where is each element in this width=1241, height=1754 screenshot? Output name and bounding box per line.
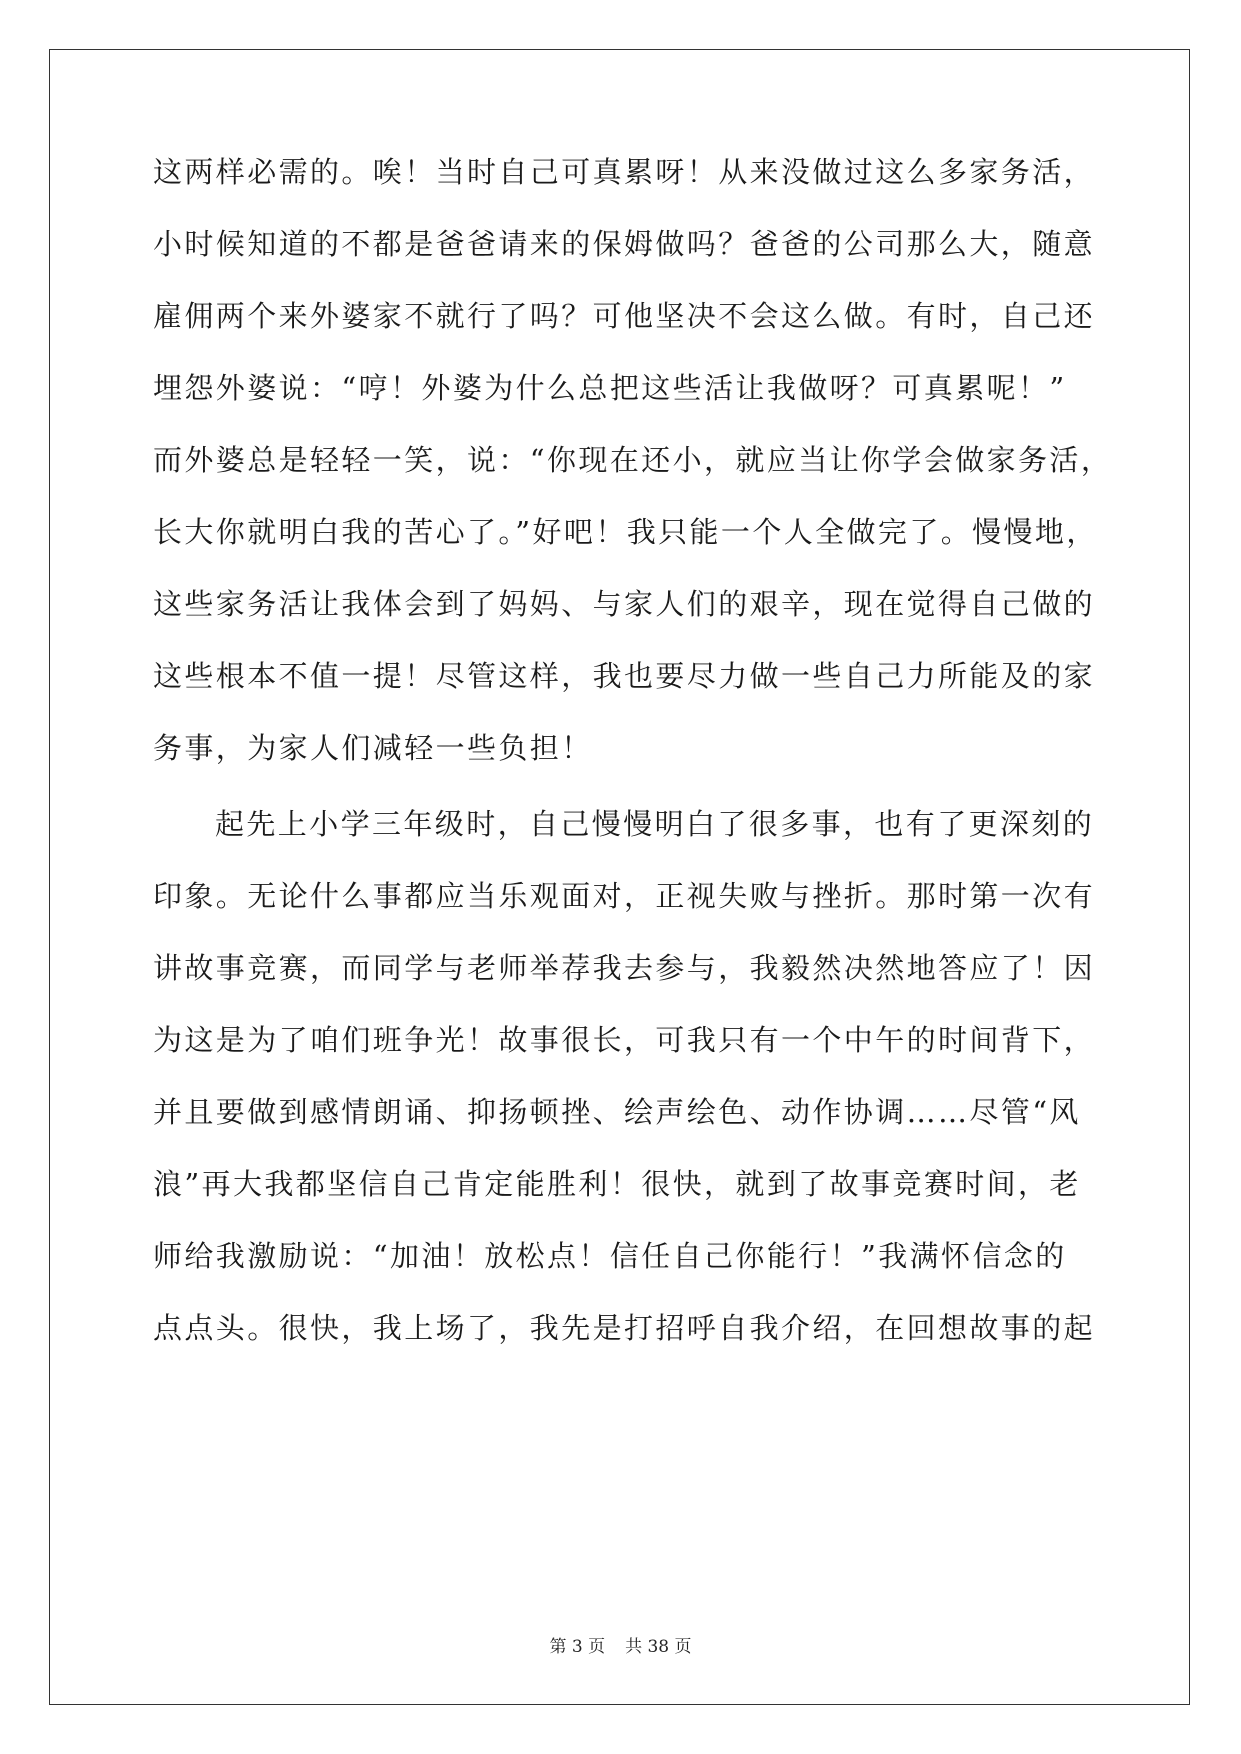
text-line: 而外婆总是轻轻一笑，说：“你现在还小，就应当让你学会做家务活， (153, 443, 1113, 477)
text-line: 并且要做到感情朗诵、抑扬顿挫、绘声绘色、动作协调……尽管“风 (153, 1095, 1081, 1129)
paragraph-first-line: 起先上小学三年级时，自己慢慢明白了很多事，也有了更深刻的 (215, 807, 1095, 841)
text-line: 这两样必需的。唉！当时自己可真累呀！从来没做过这么多家务活， (153, 155, 1096, 189)
page-footer (0, 1636, 1241, 1658)
text-line: 师给我激励说：“加油！放松点！信任自己你能行！”我满怀信念的 (153, 1239, 1067, 1273)
text-line: 点点头。很快，我上场了，我先是打招呼自我介绍，在回想故事的起 (153, 1311, 1096, 1345)
text-line: 浪”再大我都坚信自己肯定能胜利！很快，就到了故事竞赛时间，老 (153, 1167, 1081, 1201)
text-line: 小时候知道的不都是爸爸请来的保姆做吗？爸爸的公司那么大，随意 (153, 227, 1096, 261)
text-line: 长大你就明白我的苦心了。”好吧！我只能一个人全做完了。慢慢地， (153, 515, 1098, 549)
text-line: 讲故事竞赛，而同学与老师举荐我去参与，我毅然决然地答应了！因 (153, 951, 1096, 985)
text-line: 这些根本不值一提！尽管这样，我也要尽力做一些自己力所能及的家 (153, 659, 1096, 693)
text-line: 这些家务活让我体会到了妈妈、与家人们的艰辛，现在觉得自己做的 (153, 587, 1096, 621)
page-total: 共 38 页 (625, 1637, 692, 1657)
text-line: 为这是为了咱们班争光！故事很长，可我只有一个中午的时间背下， (153, 1023, 1096, 1057)
page-number: 第 3 页 (549, 1637, 606, 1657)
text-line: 埋怨外婆说：“哼！外婆为什么总把这些活让我做呀？可真累呢！” (153, 371, 1067, 405)
text-line: 务事，为家人们减轻一些负担！ (153, 731, 593, 765)
text-line: 雇佣两个来外婆家不就行了吗？可他坚决不会这么做。有时，自己还 (153, 299, 1096, 333)
text-line: 印象。无论什么事都应当乐观面对，正视失败与挫折。那时第一次有 (153, 879, 1096, 913)
